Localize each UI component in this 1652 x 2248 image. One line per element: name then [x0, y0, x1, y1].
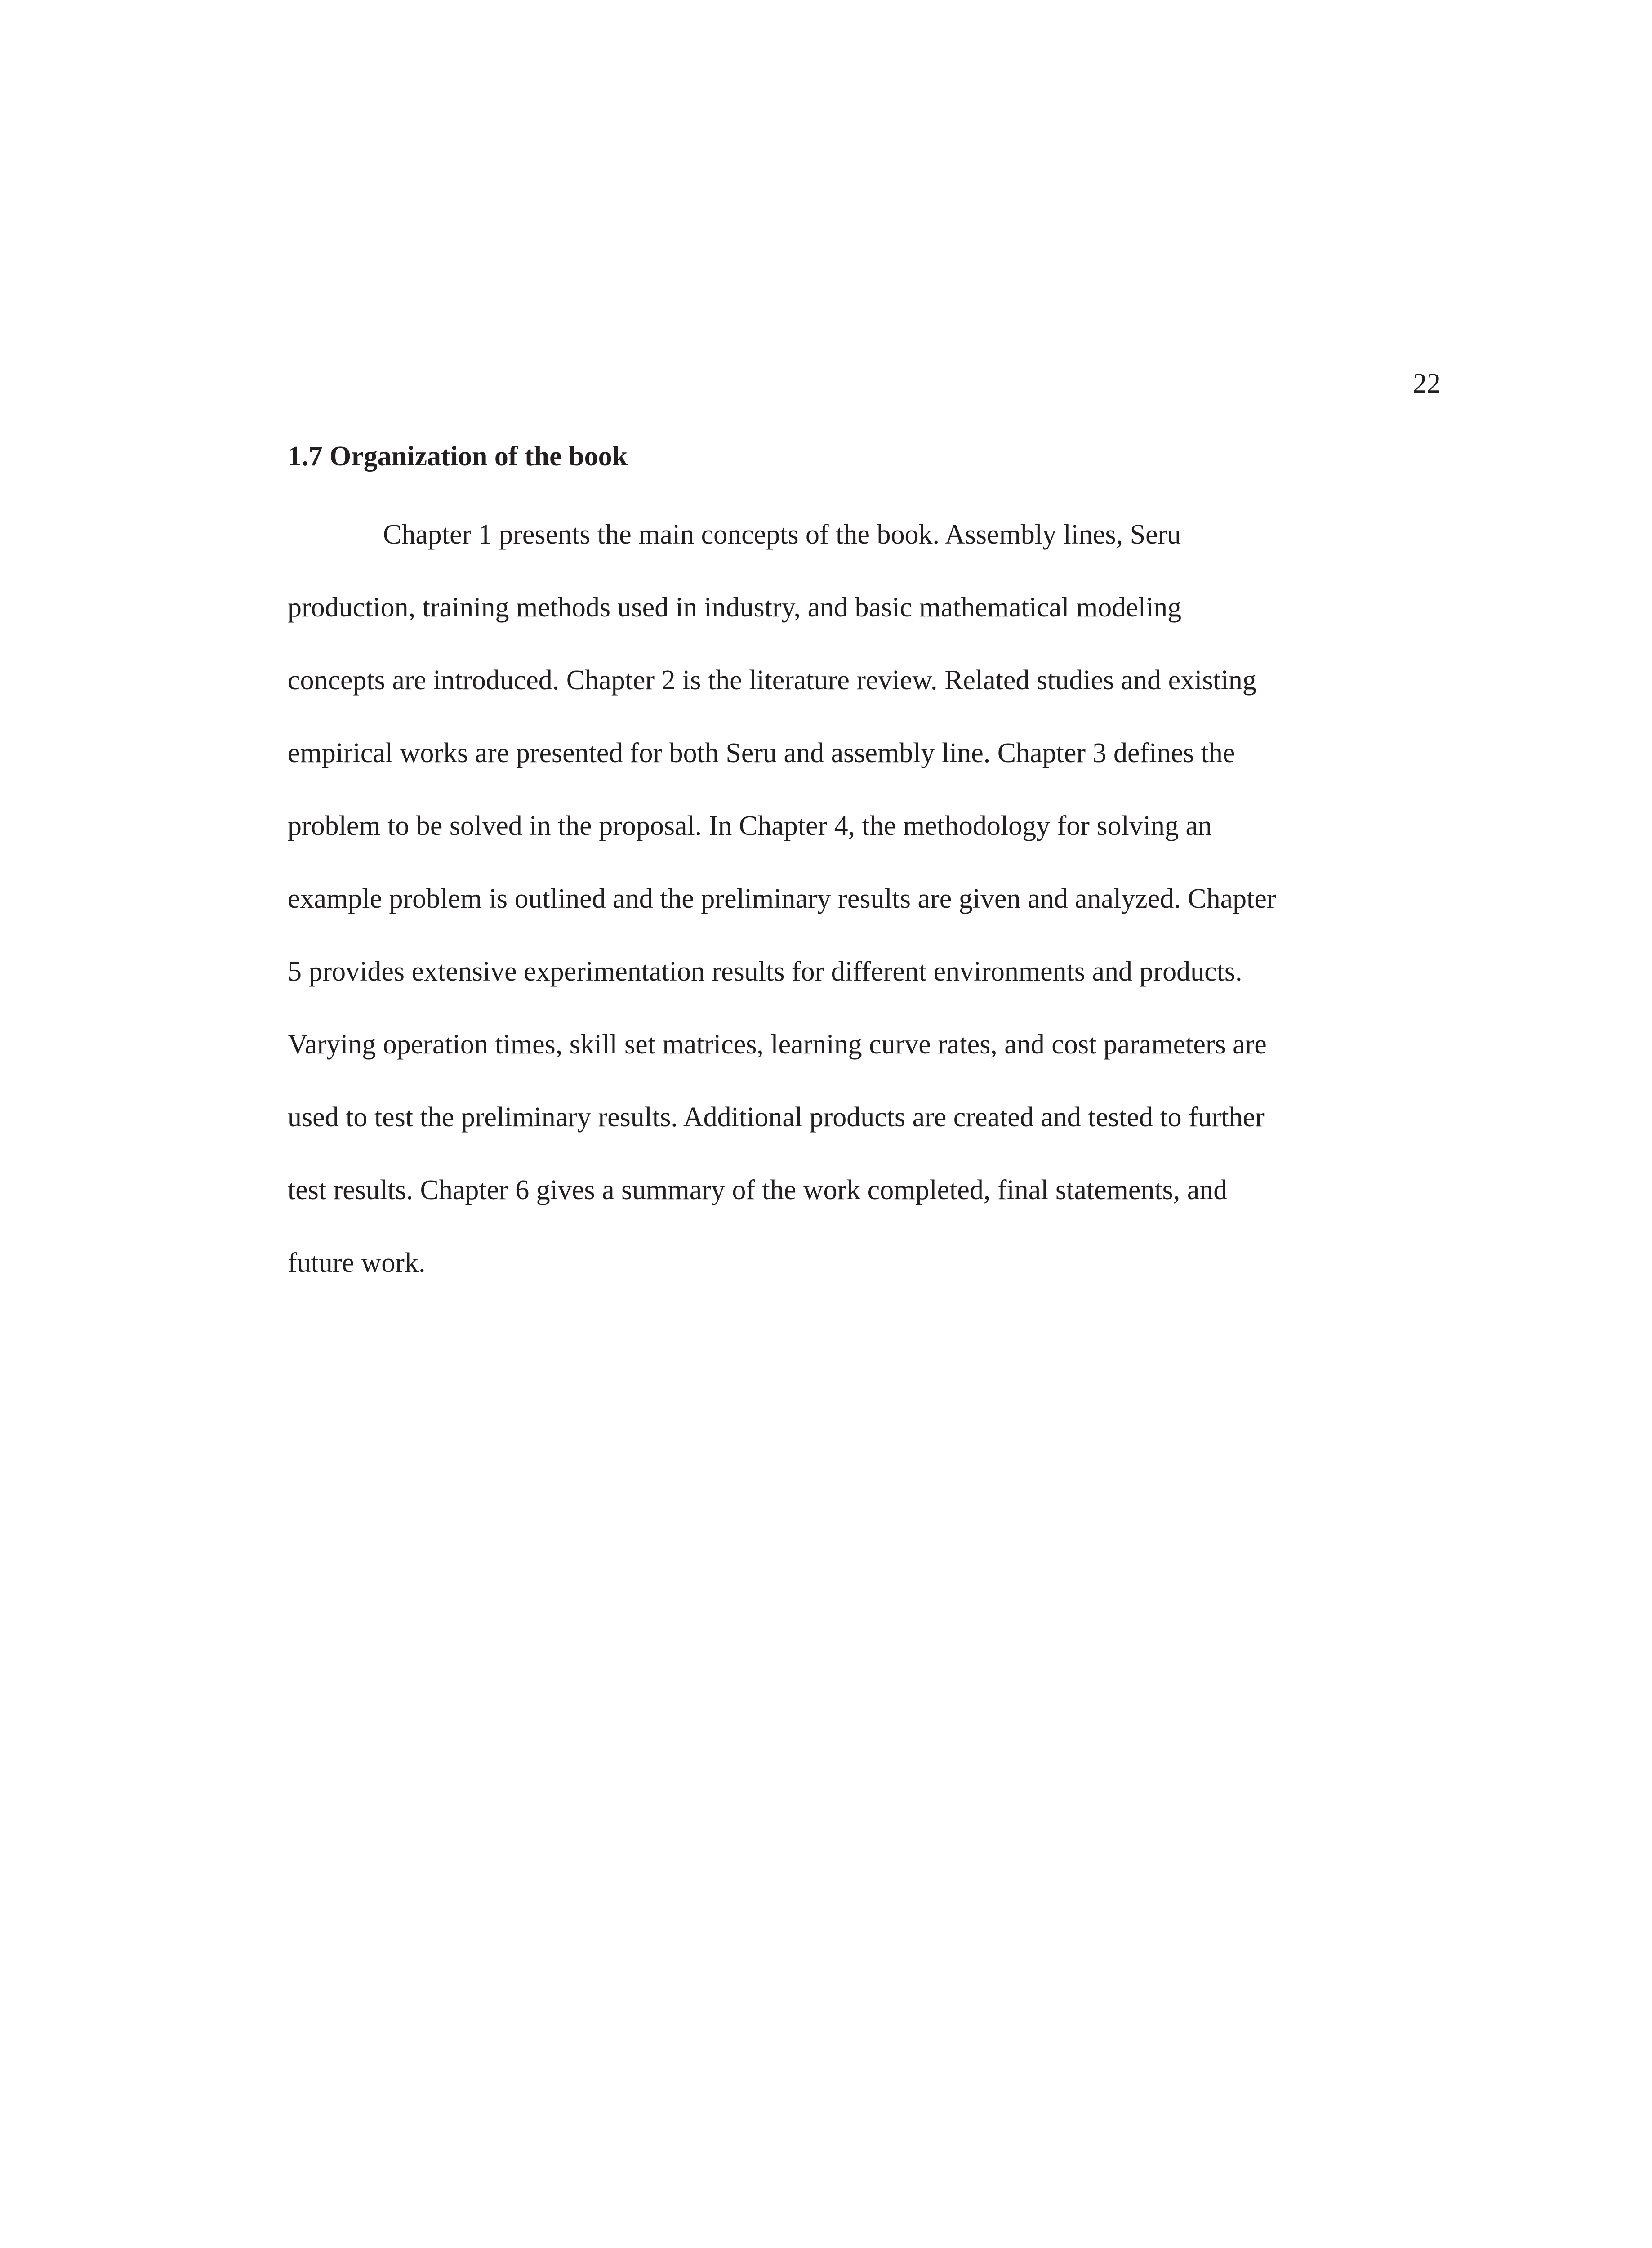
body-paragraph	[288, 498, 1420, 1299]
paragraph-line: empirical works are presented for both Seru and assembly line. Chapter 3 defines the	[288, 738, 1235, 768]
paragraph-line: production, training methods used in industry, and basic mathematical modeling	[288, 592, 1182, 623]
paragraph-line: problem to be solved in the proposal. In Chapter 4, the methodology for solving an	[288, 811, 1212, 841]
paragraph-line: used to test the preliminary results. Additional products are created and tested to further	[288, 1102, 1265, 1133]
paragraph-line: example problem is outlined and the preliminary results are given and analyzed. Chapter	[288, 883, 1276, 914]
paragraph-line: Varying operation times, skill set matrices, learning curve rates, and cost parameters are	[288, 1029, 1267, 1060]
paragraph-line: future work.	[288, 1248, 426, 1278]
paragraph-line: concepts are introduced. Chapter 2 is the literature review. Related studies and existing	[288, 665, 1256, 696]
paragraph-line: Chapter 1 presents the main concepts of the book. Assembly lines, Seru	[383, 519, 1181, 550]
paragraph-line: test results. Chapter 6 gives a summary of the work completed, final statements, and	[288, 1175, 1228, 1205]
section-heading: 1.7 Organization of the book	[288, 441, 628, 472]
page-number: 22	[1413, 368, 1441, 399]
paragraph-line: 5 provides extensive experimentation results for different environments and products.	[288, 956, 1242, 987]
